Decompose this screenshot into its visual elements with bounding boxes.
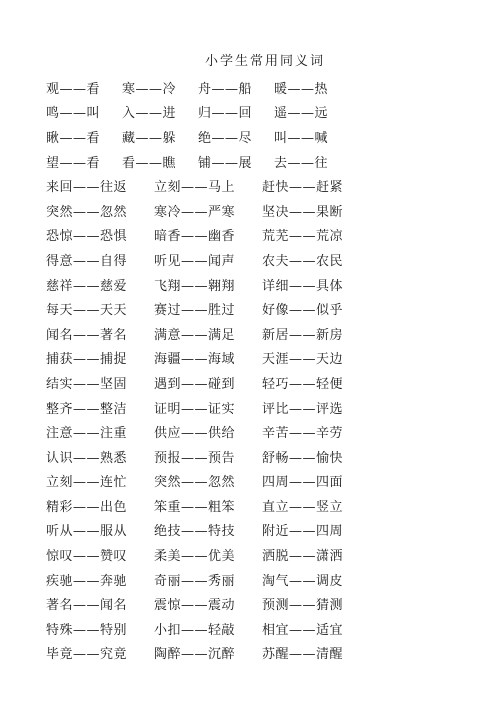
- synonym-pair: 海疆——海域: [154, 352, 236, 368]
- synonym-pair: 笨重——粗笨: [154, 499, 236, 515]
- synonym-pair: 柔美——优美: [154, 549, 236, 565]
- synonym-pair: 铺——展: [198, 155, 253, 171]
- synonym-pair: 瞅——看: [46, 130, 101, 146]
- synonym-list: [46, 75, 466, 665]
- synonym-pair: 预测——猜测: [262, 598, 344, 614]
- synonym-row: [46, 223, 466, 248]
- synonym-pair: 叫——喊: [274, 130, 329, 146]
- synonym-pair: 评比——评选: [262, 401, 344, 417]
- synonym-row: [46, 124, 466, 149]
- synonym-row: [46, 296, 466, 321]
- synonym-pair: 闻名——著名: [46, 327, 128, 343]
- synonym-pair: 农夫——农民: [262, 253, 344, 269]
- synonym-row: [46, 641, 466, 666]
- synonym-pair: 立刻——连忙: [46, 475, 128, 491]
- synonym-pair: 突然——忽然: [46, 204, 128, 220]
- synonym-pair: 得意——自得: [46, 253, 128, 269]
- synonym-pair: 满意——满足: [154, 327, 236, 343]
- synonym-row: [46, 395, 466, 420]
- synonym-pair: 陶醉——沉醉: [154, 647, 236, 663]
- synonym-pair: 特殊——特别: [46, 622, 128, 638]
- synonym-row: [46, 370, 466, 395]
- synonym-pair: 疾驰——奔驰: [46, 573, 128, 589]
- page-title: 小学生常用同义词: [204, 54, 325, 69]
- synonym-pair: 归——回: [198, 106, 253, 122]
- synonym-row: [46, 469, 466, 494]
- synonym-row: [46, 616, 466, 641]
- synonym-pair: 直立——竖立: [262, 499, 344, 515]
- synonym-row: [46, 591, 466, 616]
- synonym-pair: 入——进: [122, 106, 177, 122]
- synonym-pair: 证明——证实: [154, 401, 236, 417]
- synonym-pair: 详细——具体: [262, 278, 344, 294]
- synonym-pair: 新居——新房: [262, 327, 344, 343]
- synonym-pair: 飞翔——翱翔: [154, 278, 236, 294]
- synonym-row: [46, 518, 466, 543]
- synonym-pair: 震惊——震动: [154, 598, 236, 614]
- synonym-pair: 注意——注重: [46, 426, 128, 442]
- synonym-pair: 毕竟——究竟: [46, 647, 128, 663]
- synonym-pair: 绝技——特技: [154, 524, 236, 540]
- synonym-pair: 遥——远: [274, 106, 329, 122]
- synonym-pair: 去——往: [274, 155, 329, 171]
- synonym-pair: 惊叹——赞叹: [46, 549, 128, 565]
- synonym-pair: 供应——供给: [154, 426, 236, 442]
- synonym-row: [46, 542, 466, 567]
- synonym-pair: 苏醒——清醒: [262, 647, 344, 663]
- synonym-pair: 好像——似乎: [262, 303, 344, 319]
- synonym-row: [46, 493, 466, 518]
- synonym-pair: 听从——服从: [46, 524, 128, 540]
- synonym-pair: 结实——坚固: [46, 376, 128, 392]
- synonym-pair: 暖——热: [274, 81, 329, 97]
- synonym-pair: 看——瞧: [122, 155, 177, 171]
- synonym-pair: 精彩——出色: [46, 499, 128, 515]
- synonym-row: [46, 198, 466, 223]
- synonym-row: [46, 444, 466, 469]
- synonym-pair: 寒——冷: [122, 81, 177, 97]
- synonym-pair: 突然——忽然: [154, 475, 236, 491]
- synonym-pair: 轻巧——轻便: [262, 376, 344, 392]
- synonym-pair: 听见——闻声: [154, 253, 236, 269]
- synonym-pair: 望——看: [46, 155, 101, 171]
- synonym-pair: 著名——闻名: [46, 598, 128, 614]
- synonym-row: [46, 321, 466, 346]
- synonym-pair: 四周——四面: [262, 475, 344, 491]
- synonym-pair: 相宜——适宜: [262, 622, 344, 638]
- synonym-pair: 藏——躲: [122, 130, 177, 146]
- synonym-pair: 捕获——捕捉: [46, 352, 128, 368]
- synonym-pair: 来回——往返: [46, 180, 128, 196]
- synonym-pair: 洒脱——潇洒: [262, 549, 344, 565]
- synonym-row: [46, 75, 466, 100]
- synonym-row: [46, 173, 466, 198]
- synonym-row: [46, 419, 466, 444]
- synonym-pair: 每天——天天: [46, 303, 128, 319]
- synonym-row: [46, 149, 466, 174]
- synonym-row: [46, 100, 466, 125]
- synonym-row: [46, 272, 466, 297]
- synonym-pair: 天涯——天边: [262, 352, 344, 368]
- synonym-pair: 立刻——马上: [154, 180, 236, 196]
- synonym-row: [46, 247, 466, 272]
- synonym-pair: 坚决——果断: [262, 204, 344, 220]
- synonym-pair: 淘气——调皮: [262, 573, 344, 589]
- synonym-row: [46, 567, 466, 592]
- synonym-pair: 观——看: [46, 81, 101, 97]
- synonym-pair: 荒芜——荒凉: [262, 229, 344, 245]
- synonym-pair: 鸣——叫: [46, 106, 101, 122]
- synonym-pair: 认识——熟悉: [46, 450, 128, 466]
- synonym-pair: 赶快——赶紧: [262, 180, 344, 196]
- synonym-pair: 预报——预告: [154, 450, 236, 466]
- synonym-pair: 恐惊——恐惧: [46, 229, 128, 245]
- synonym-pair: 寒冷——严寒: [154, 204, 236, 220]
- synonym-pair: 小扣——轻敲: [154, 622, 236, 638]
- synonym-pair: 遇到——碰到: [154, 376, 236, 392]
- synonym-pair: 绝——尽: [198, 130, 253, 146]
- synonym-pair: 舟——船: [198, 81, 253, 97]
- synonym-pair: 慈祥——慈爱: [46, 278, 128, 294]
- synonym-row: [46, 346, 466, 371]
- synonym-pair: 附近——四周: [262, 524, 344, 540]
- synonym-pair: 舒畅——愉快: [262, 450, 344, 466]
- synonym-pair: 赛过——胜过: [154, 303, 236, 319]
- synonym-pair: 暗香——幽香: [154, 229, 236, 245]
- synonym-pair: 辛苦——辛劳: [262, 426, 344, 442]
- synonym-pair: 整齐——整洁: [46, 401, 128, 417]
- synonym-pair: 奇丽——秀丽: [154, 573, 236, 589]
